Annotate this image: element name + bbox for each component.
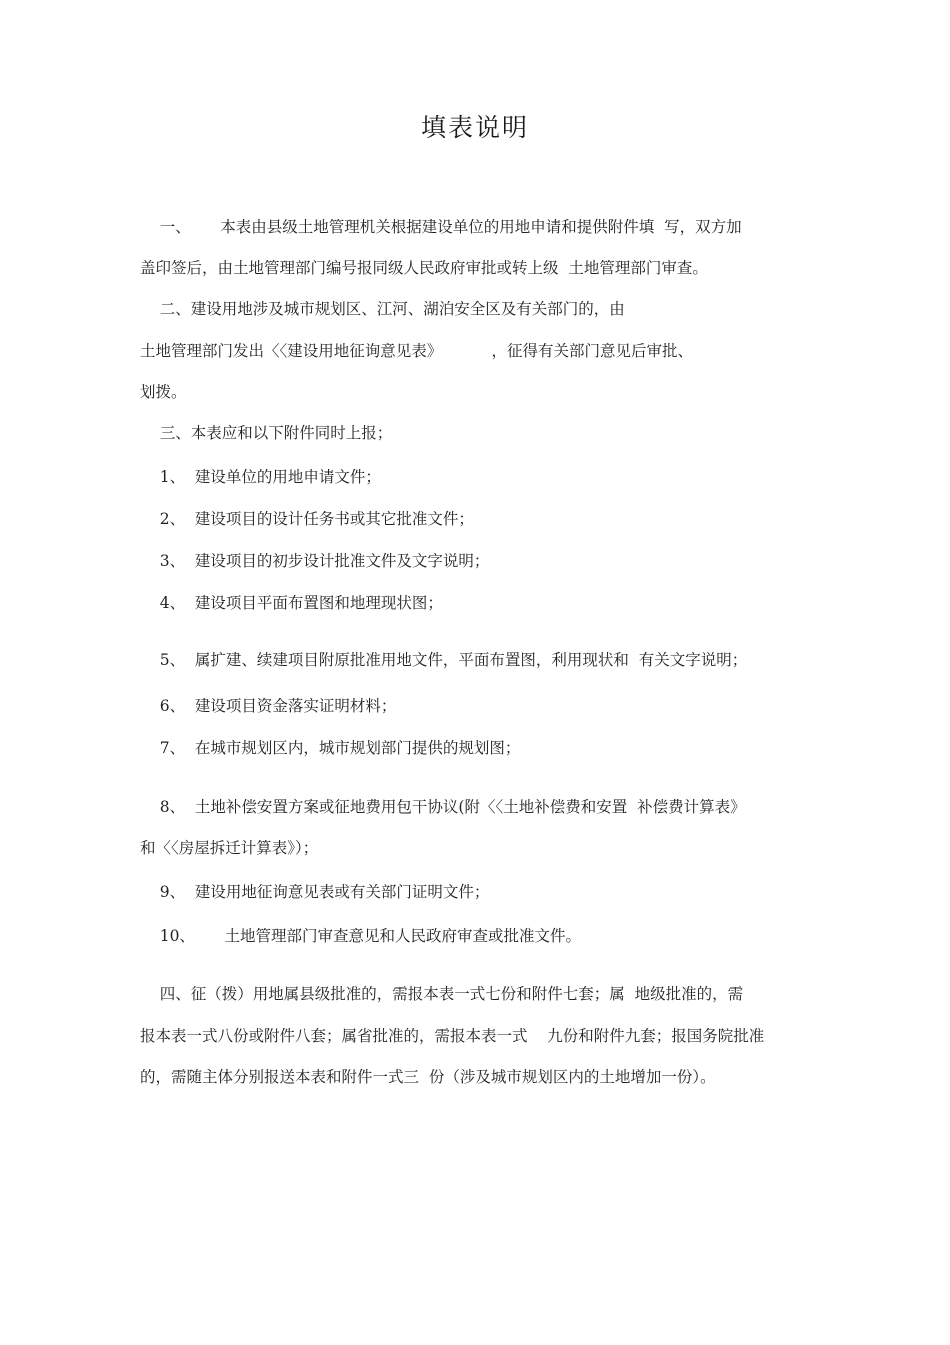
list-item-10: 10、 土地管理部门审查意见和人民政府审查或批准文件。 <box>140 927 581 945</box>
list-item-3: 3、 建设项目的初步设计批准文件及文字说明； <box>140 552 490 570</box>
paragraph-4-line-2: 报本表一式八份或附件八套；属省批准的，需报本表一式 九份和附件九套；报国务院批准 <box>140 1027 765 1045</box>
list-item-8-line-1: 8、 土地补偿安置方案或征地费用包干协议(附〈〈土地补偿费和安置 补偿费计算表》 <box>140 798 746 816</box>
list-item-8-line-2: 和〈〈房屋拆迁计算表》）； <box>140 839 319 857</box>
list-item-6: 6、 建设项目资金落实证明材料； <box>140 697 397 715</box>
paragraph-1-line-2: 盖印签后，由土地管理部门编号报同级人民政府审批或转上级 土地管理部门审查。 <box>140 259 708 277</box>
paragraph-4-line-3: 的，需随主体分别报送本表和附件一式三 份（涉及城市规划区内的土地增加一份）。 <box>140 1068 716 1086</box>
list-item-7: 7、 在城市规划区内，城市规划部门提供的规划图； <box>140 739 521 757</box>
list-item-4: 4、 建设项目平面布置图和地理现状图； <box>140 594 443 612</box>
paragraph-3-heading: 三、本表应和以下附件同时上报； <box>140 424 393 442</box>
page-title: 填表说明 <box>420 113 529 142</box>
paragraph-1-line-1: 一、 本表由县级土地管理机关根据建设单位的用地申请和提供附件填 写，双方加 <box>140 218 742 236</box>
list-item-9: 9、 建设用地征询意见表或有关部门证明文件； <box>140 883 490 901</box>
list-item-5: 5、 属扩建、续建项目附原批准用地文件，平面布置图，利用现状和 有关文字说明； <box>140 651 748 669</box>
paragraph-2-line-1: 二、建设用地涉及城市规划区、江河、湖泊安全区及有关部门的，由 <box>140 300 625 318</box>
paragraph-2-line-2: 土地管理部门发出〈〈建设用地征询意见表》 ，征得有关部门意见后审批、 <box>140 342 694 360</box>
paragraph-2-line-3: 划拨。 <box>140 383 187 401</box>
list-item-1: 1、 建设单位的用地申请文件； <box>140 468 381 486</box>
paragraph-4-line-1: 四、征（拨）用地属县级批准的，需报本表一式七份和附件七套；属 地级批准的，需 <box>140 985 744 1003</box>
list-item-2: 2、 建设项目的设计任务书或其它批准文件； <box>140 510 474 528</box>
